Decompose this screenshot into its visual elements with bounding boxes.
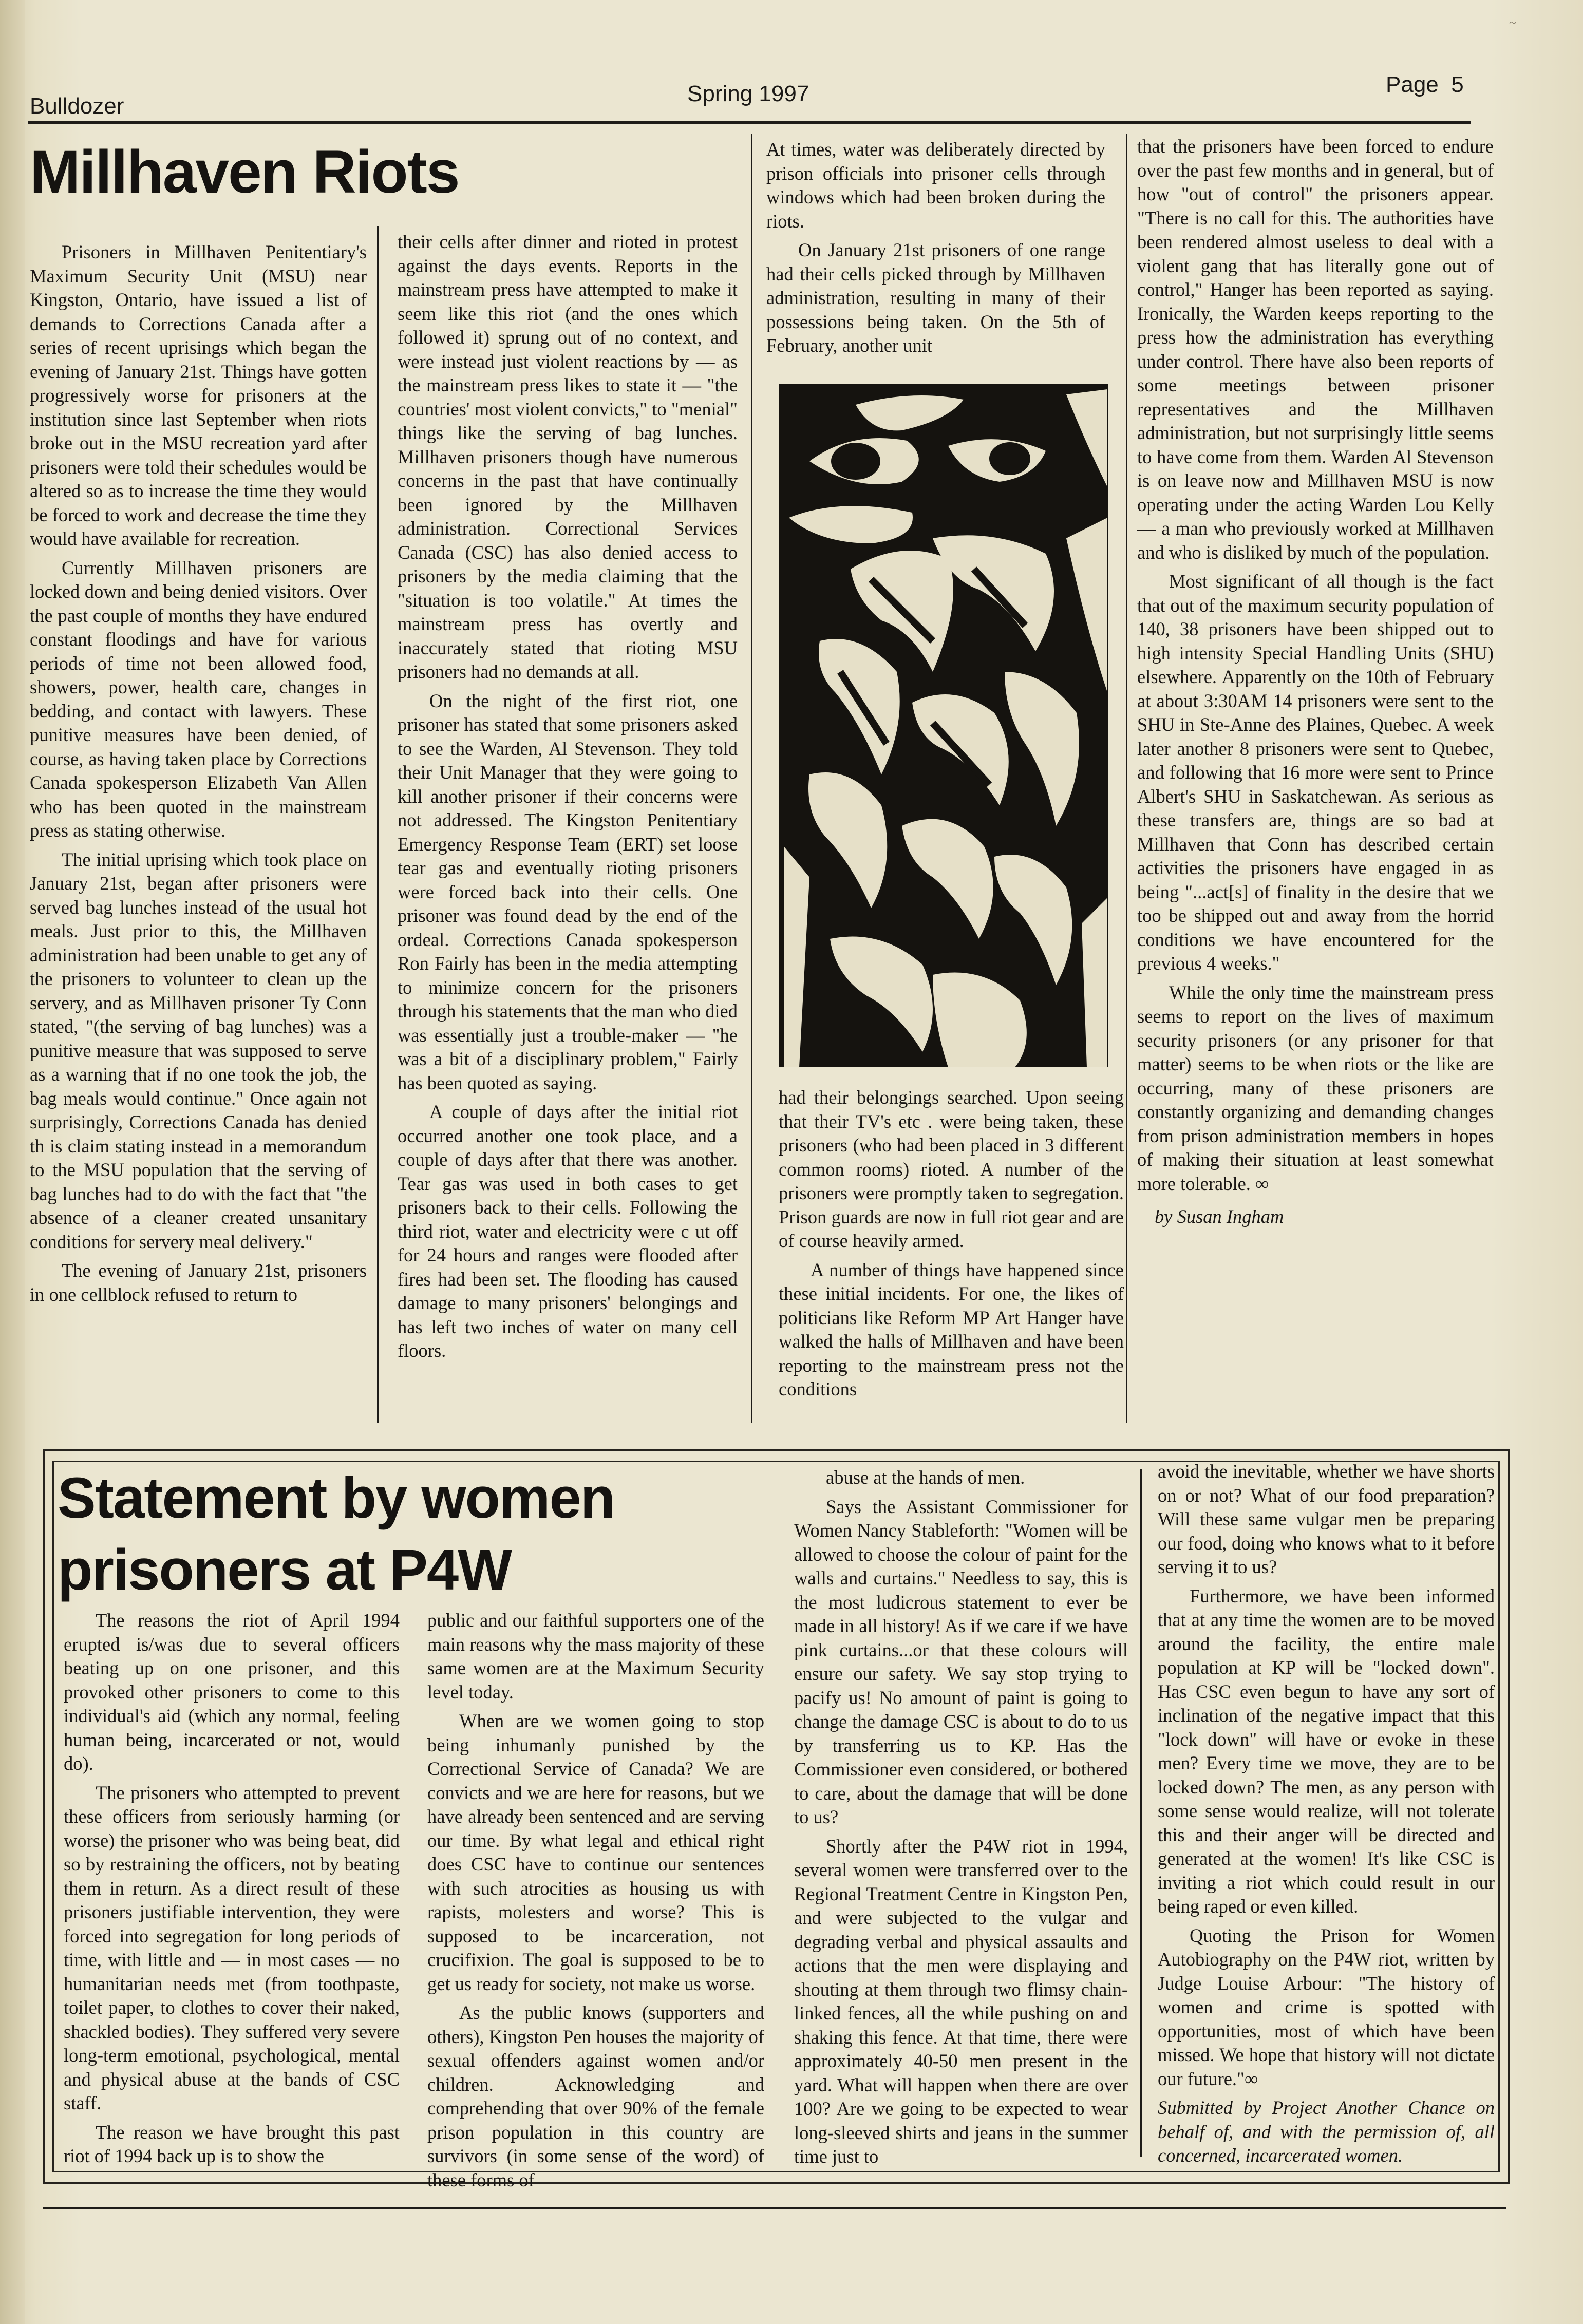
article-column-3b xyxy=(779,1086,1124,1407)
issue-date: Spring 1997 xyxy=(687,81,809,106)
paragraph: The initial uprising which took place on January 21st, began after prisoners were served bag lunches instead of the usual hot meals. Just prior to this, the Millhaven administration had been unable to get any of the prisoners to volunteer to clean up the servery, and as Millhaven prisoner Ty Conn stated, "(the serving of bag lunches) was a punitive measure that was supposed to serve as a warning that if no one took the job, the bag meals would continue." Once again not surprisingly, Corrections Canada has denied th is claim stating instead in a memorandum to the MSU population that the serving of bag lunches had to do with the fact that "the absence of a cleaner created unsanitary conditions for servery meal delivery." xyxy=(30,848,367,1252)
article-column-3 xyxy=(766,138,1105,363)
paragraph: Prisoners in Millhaven Penitentiary's Maximum Security Unit (MSU) near Kingston, Ontario, have issued a list of demands to Corrections Canada after a series of recent uprisings which began the evening of January 21st. Things have gotten progressively worse for prisoners at the institution since last September when riots broke out in the MSU recreation yard after prisoners were told their schedules would be altered so as to increase the time they would be forced to work and decrease the time they would have available for recreation. xyxy=(30,241,367,549)
paragraph: public and our faithful supporters one of the main reasons why the mass majority of these same women are at the Maximum Security level today. xyxy=(427,1610,764,1703)
paragraph: Most significant of all though is the fact that out of the maximum security population of 140, 38 prisoners have been shipped out to high intensity Special Handling Units (SHU) elsewhere. Apparently on the 10th of February at about 3:30AM 14 prisoners were sent to the SHU in Ste-Anne des Plaines, Quebec. A week later another 8 prisoners were sent to Quebec, and following that 16 more were sent to Prince Albert's SHU in Saskatchewan. As serious as these transfers are, things are so bad at Millhaven that Conn has described certain activities the prisoners have engaged in as being "...act[s] of finality in the desire that we too be shipped out and away from the horrid conditions we have encountered for the previous 4 weeks." xyxy=(1137,571,1494,974)
article-column-1 xyxy=(30,240,367,1312)
paragraph: Furthermore, we have been informed that at any time the women are to be moved around the facility, the entire male population at KP will be "locked down". Has CSC even begun to have any sort of inclination of the negative impact that this "lock down" will have or evoke in these men? Every time we move, they are to be locked down? The men, as any person with some sense would realize, will not tolerate this and their anger will be directed and generated at the women! It's like CSC is inviting a riot which could result in our being raped or even killed. xyxy=(1158,1585,1495,1917)
article-column-2 xyxy=(398,230,738,1368)
paragraph: had their belongings searched. Upon seeing that their TV's etc . were being taken, these prisoners (who had been placed in 3 different common rooms) rioted. A number of the prisoners were promptly taken to segregation. Prison guards are now in full riot gear and are of course heavily armed. xyxy=(779,1087,1124,1251)
statement-column-3 xyxy=(794,1466,1128,2174)
paragraph: Currently Millhaven prisoners are locked down and being denied visitors. Over the past couple of months they have endured constant floodings and have for various periods of time not been allowed food, showers, power, health care, changes in bedding, and contact with lawyers. These punitive measures have been denied, of course, as having taken place by Corrections Canada spokesperson Elizabeth Van Allen who has been quoted in the mainstream press as stating otherwise. xyxy=(30,557,367,841)
statement-column-4 xyxy=(1158,1460,1495,2173)
paragraph: The reason we have brought this past riot of 1994 back up is to show the xyxy=(64,2121,400,2166)
paragraph: The reasons the riot of April 1994 erupted is/was due to several officers beating up on one prisoner, and this provoked other prisoners to come to this individual's aid (which any normal, feeling human being, incarcerated or not, would do). xyxy=(64,1610,400,1774)
paragraph: abuse at the hands of men. xyxy=(826,1467,1025,1488)
statement-column-1 xyxy=(64,1609,400,2174)
speck-mark: ~ xyxy=(1509,15,1517,30)
submitted-note: Submitted by Project Another Chance on behalf of, and with the permission of, all concerned, incarcerated women. xyxy=(1158,2097,1495,2166)
paragraph: Says the Assistant Commissioner for Women Nancy Stableforth: "Women will be allowed to choose the colour of paint for the walls and curtains." Needless to say, this is the most ludicrous statement to ever be made in all history! As if we care if we have pink curtains...or that these colours will ensure our safety. We say stop trying to pacify us! No amount of paint is going to change the damage CSC is about to do to us by transferring us to KP. Has the Commissioner even considered, or bothered to care, about the damage that will be done to us? xyxy=(794,1496,1128,1827)
paragraph: Quoting the Prison for Women Autobiography on the P4W riot, written by Judge Louise Arbour: "The history of women and crime is spotted with opportunities, most of which have been missed. We hope that history will not dictate our future."∞ xyxy=(1158,1924,1495,2089)
column-rule xyxy=(1140,1469,1142,2157)
article-title: Millhaven Riots xyxy=(30,138,459,206)
illustration-svg xyxy=(779,384,1108,1067)
footer-rule xyxy=(43,2207,1506,2209)
column-rule xyxy=(751,134,752,1423)
article-column-4 xyxy=(1137,135,1494,1234)
page-number: Page 5 xyxy=(1386,72,1464,97)
column-rule xyxy=(1126,134,1127,1423)
header-rule xyxy=(28,121,1471,124)
paragraph: that the prisoners have been forced to endure over the past few months and in general, but of how "out of control" the prisoners appear. "There is no call for this. The authorities have been rendered almost useless to deal with a violent gang that has literally gone out of control," Hanger has been reported as saying. Ironically, the Warden keeps reporting to the press how the administration has everything under control. There have also been reports of some meetings between prisoner representatives and the Millhaven administration, but not surprisingly little seems to have come from them. Warden Al Stevenson is on leave now and Millhaven MSU is now operating under the acting Warden Lou Kelly — a man who previously worked at Millhaven and who is disliked by much of the population. xyxy=(1137,136,1494,563)
column-rule xyxy=(377,226,379,1423)
article-title-line-1: Statement by women xyxy=(58,1466,615,1530)
paragraph: On the night of the first riot, one prisoner has stated that some prisoners asked to see the Warden, Al Stevenson. They told their Unit Manager that they were going to kill another prisoner if their concerns were not addressed. The Kingston Penitentiary Emergency Response Team (ERT) set loose tear gas and eventually rioting prisoners were forced back into their cells. One prisoner was found dead by the end of the ordeal. Corrections Canada spokesperson Ron Fairly has been in the media attempting to minimize concern for the prisoners through his statements that the man who died was essentially just a trouble-maker — "he was a bit of a disciplinary problem," Fairly has been quoted as saying. xyxy=(398,690,738,1093)
statement-column-2 xyxy=(427,1609,764,2197)
paragraph: avoid the inevitable, whether we have shorts on or not? What of our food preparation? Will these same vulgar men be preparing our food, doing who knows what to it before serving it to us? xyxy=(1158,1461,1495,1577)
paragraph: A couple of days after the initial riot occurred another one took place, and a couple of days after that there was another. Tear gas was used in both cases to get prisoners back to their cells. Following the third riot, water and electricity were c ut off for 24 hours and ranges were flooded after fires had been set. The flooding has caused damage to many prisoners' belongings and has left two inches of water on many cell floors. xyxy=(398,1101,738,1361)
paragraph: The prisoners who attempted to prevent these officers from seriously harming (or worse) the prisoner who was being beat, did so by restraining the officers, not by beating them in return. As a direct result of these prisoners justifiable intervention, they were forced into segregation for long periods of time, with little and — in most cases — no humanitarian needs met (from toothpaste, toilet paper, to clothes to cover their naked, shackled bodies). They suffered very severe long-term emotional, psychological, mental and physical abuse at the bands of CSC staff. xyxy=(64,1782,400,2113)
paragraph: A number of things have happened since these initial incidents. For one, the likes of politicians like Reform MP Art Hanger have walked the halls of Millhaven and have been reporting to the mainstream press not the conditions xyxy=(779,1259,1124,1400)
article-title-line-2: prisoners at P4W xyxy=(58,1538,511,1602)
byline: by Susan Ingham xyxy=(1155,1206,1284,1227)
binding-fold xyxy=(0,0,25,2324)
paragraph: As the public knows (supporters and others), Kingston Pen houses the majority of sexual offenders against women and/or children. Acknowledging and comprehending that over 90% of the female prison population in this country are survivors (in some sense of the word) of these forms of xyxy=(427,2002,764,2190)
paragraph: On January 21st prisoners of one range had their cells picked through by Millhaven administration, resulting in many of their possessions being taken. On the 5th of February, another unit xyxy=(766,239,1105,356)
paragraph: Shortly after the P4W riot in 1994, several women were transferred over to the Regional Treatment Centre in Kingston Pen, and were subjected to the vulgar and degrading verbal and physical assaults and actions that the men were displaying and shouting at them through two flimsy chain-linked fences, all the while pushing on and shaking this fence. At that time, there were approximately 40-50 men present in the yard. What will happen when there are over 100? Are we going to be expected to wear long-sleeved shirts and jeans in the summer time just to xyxy=(794,1835,1128,2167)
publication-name: Bulldozer xyxy=(30,93,124,119)
paragraph: The evening of January 21st, prisoners in one cellblock refused to return to xyxy=(30,1260,367,1305)
paragraph: When are we women going to stop being inhumanly punished by the Correctional Service of Canada? We are convicts and we are here for reasons, but we have already been sentenced and are serving our time. By what legal and ethical right does CSC have to continue our sentences with such atrocities as housing us with rapists, molesters and worse? This is supposed to be incarceration, not crucifixion. The goal is supposed to be to get us ready for society, not make us worse. xyxy=(427,1710,764,1994)
paragraph: While the only time the mainstream press seems to report on the lives of maximum security prisoners (or any prisoner for that matter) seems to be when riots or the like are occurring, many of these prisoners are constantly organizing and demanding changes from prison administration members in hopes of making their situation at least somewhat more tolerable. ∞ xyxy=(1137,981,1494,1194)
paragraph: At times, water was deliberately directed by prison officials into prisoner cells through windows which had been broken during the riots. xyxy=(766,139,1105,232)
paragraph: their cells after dinner and rioted in protest against the days events. Reports in the mainstream press have attempted to make it seem like this riot (and the ones which followed it) sprung out of no context, and were instead just violent reactions by — as the mainstream press likes to state it — "the countries' most violent convicts," to "menial" things like the serving of bag lunches. Millhaven prisoners though have numerous concerns in the past that have continually been ignored by the Millhaven administration. Correctional Services Canada (CSC) has also denied access to prisoners by the media claiming that the "situation is too volatile." At times the mainstream press has overtly and inaccurately stated that rioting MSU prisoners had no demands at all. xyxy=(398,231,738,682)
anguished-face-woodcut-icon xyxy=(779,384,1108,1067)
